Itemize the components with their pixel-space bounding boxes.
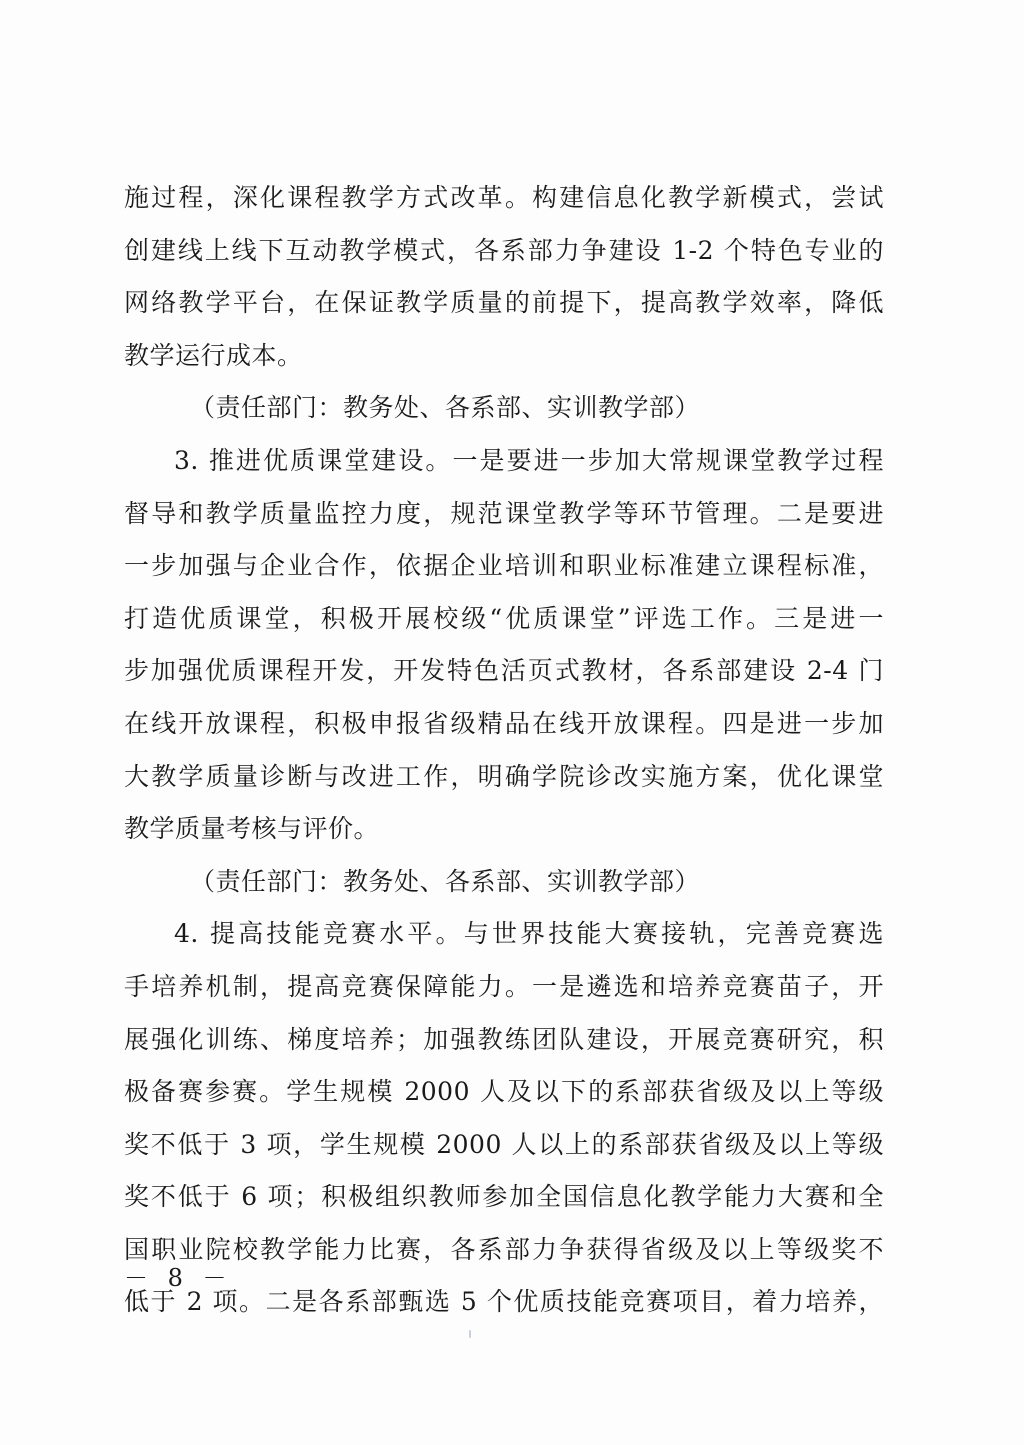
paragraph-line: 施过程，深化课程教学方式改革。构建信息化教学新模式，尝试 — [124, 183, 884, 212]
page-number: － 8 － — [124, 1264, 233, 1292]
section-heading-line: 4. 提高技能竞赛水平。与世界技能大赛接轨，完善竞赛选 — [174, 919, 884, 949]
paragraph-line: 极备赛参赛。学生规模 2000 人及以下的系部获省级及以上等级 — [124, 1077, 884, 1107]
body-text — [124, 172, 884, 1329]
paragraph-line: 步加强优质课程开发，开发特色活页式教材，各系部建设 2-4 门 — [124, 656, 884, 686]
paragraph-line: 大教学质量诊断与改进工作，明确学院诊改实施方案，优化课堂 — [124, 761, 884, 791]
paragraph-line: 网络教学平台，在保证教学质量的前提下，提高教学效率，降低 — [124, 288, 884, 318]
paragraph-line: 奖不低于 6 项；积极组织教师参加全国信息化教学能力大赛和全 — [124, 1182, 884, 1212]
section-heading-line: 3. 推进优质课堂建设。一是要进一步加大常规课堂教学过程 — [174, 445, 884, 475]
paragraph-line: 奖不低于 3 项，学生规模 2000 人以上的系部获省级及以上等级 — [124, 1129, 884, 1159]
paragraph-line: 督导和教学质量监控力度，规范课堂教学等环节管理。二是要进 — [124, 498, 884, 528]
paragraph-line: 展强化训练、梯度培养；加强教练团队建设，开展竞赛研究，积 — [124, 1024, 884, 1054]
paragraph-line: 国职业院校教学能力比赛，各系部力争获得省级及以上等级奖不 — [124, 1234, 884, 1264]
paragraph-line: 低于 2 项。二是各系部甄选 5 个优质技能竞赛项目，着力培养， — [124, 1287, 884, 1317]
paragraph-line: 一步加强与企业合作，依据企业培训和职业标准建立课程标准， — [124, 551, 884, 581]
paragraph-line: 创建线上线下互动教学模式，各系部力争建设 1-2 个特色专业的 — [124, 235, 884, 265]
paragraph-line: 在线开放课程，积极申报省级精品在线开放课程。四是进一步加 — [124, 708, 884, 738]
paragraph-line: 教学运行成本。 — [124, 340, 303, 370]
paragraph-line: 手培养机制，提高竞赛保障能力。一是遴选和培养竞赛苗子，开 — [124, 971, 884, 1001]
scan-artifact — [469, 1330, 471, 1338]
paragraph-line: 教学质量考核与评价。 — [124, 814, 380, 844]
responsibility-note: （责任部门：教务处、各系部、实训教学部） — [190, 866, 701, 896]
paragraph-line: 打造优质课堂，积极开展校级“优质课堂”评选工作。三是进一 — [124, 603, 884, 633]
responsibility-note: （责任部门：教务处、各系部、实训教学部） — [190, 393, 701, 423]
